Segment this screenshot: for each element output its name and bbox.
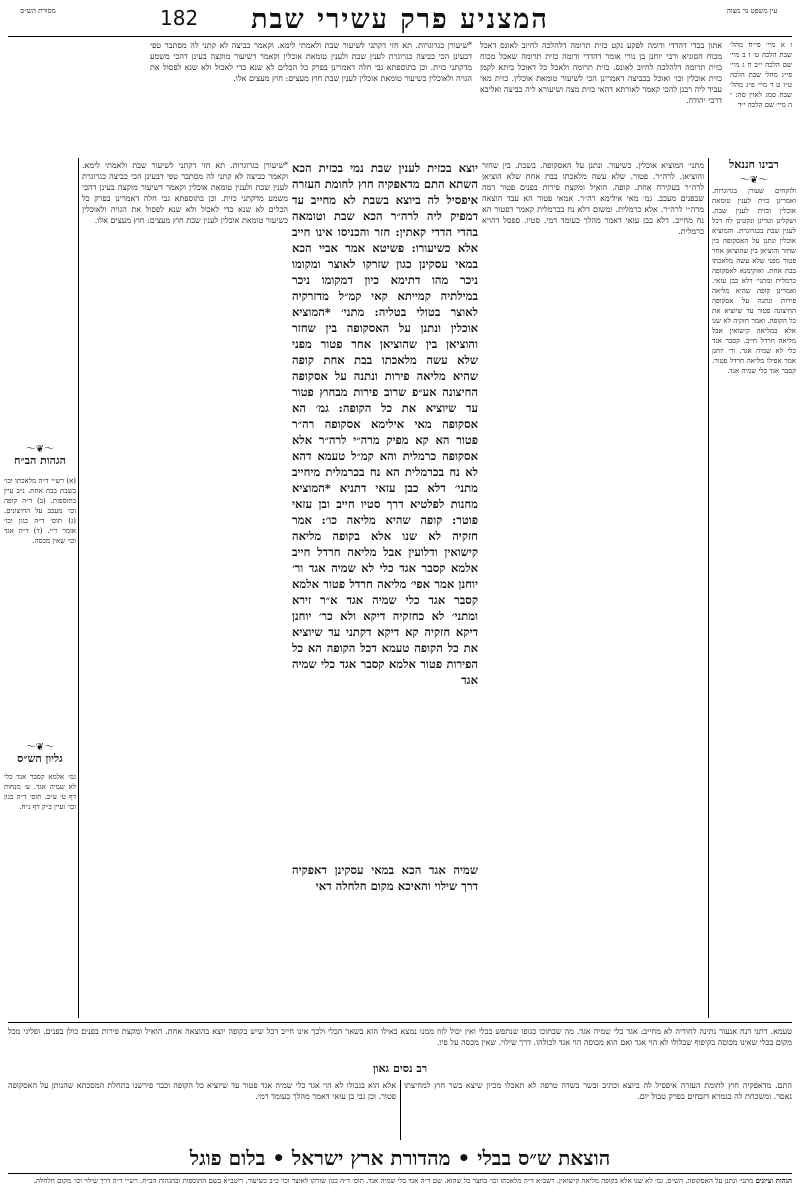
tosafot-commentary: *שיעורן כגרוגרות. תא חזי דקתני לשיעור שבת ולאמתי לימא. וקאמר כביצה לא קתני לה מסתבר טפי דבעינן הכי כביצה כגרוגרת לענין שבת ולענין טומאת אוכלין וקאמר דשיעור מוקצה בעינן דהכי משמע מדקתני כזית. וכן בתוספתא גבי חלה דאמרינן בפרק כל הכלים לא שנא כדי לאכול ולא שנא לפסול את הגויה ולאוכלין כשיעור טומאת אוכלין לענין שבת חוץ מעצים: חוץ מעצים אלו. [82, 161, 288, 225]
rabbeinu-chananel-heading: רבינו חננאל [729, 158, 779, 171]
bottom-commentary: טעמא. דתני דנח אנעור נתינה לחודיה לא מחייב: אגד כלי שמיה אגד. מה שבתוכו כגופו שנתפש בכלי ואין יכול לזוז ממנו נמצא כאילו הוא בשאר הכלי ולכך אינו חייב דכל שיש בקופה יוצא בהוצאה אחת. הואיל ומקצת פירות בפנים כולן בפנים. ופליגי מכל מקום בכלי שאינו מכוסה בקיפוף שבלולו לא הוי אגד ואם הוא מכוסה הוי אגד לכולהו. דרך שילוי. שאין מכסה על פיו. [8, 1027, 792, 1047]
column-divider [708, 158, 709, 1018]
footer-notes [8, 1176, 792, 1202]
publisher-banner: הוצאת ש״ס בבלי • מהדורת ארץ ישראל • בלום פוגל [189, 1146, 611, 1170]
rashi-commentary: מתני׳ המוציא אוכלין. כשיעור. ונתנן על האסקופה. בשבת. בין שחזר והוציאן. לרה״ר. פטור. שלא עשה מלאכתו בבת אחת שלא הוציאן לרה״ר בעקירה אחת. קופה. הואיל ומקצת פירות בפנים פטור דמה שבפנים מעכב. גמ׳ מאי אילימא רה״ר. אמאי פטור הא עבד הוצאה מרה״י לרה״ר. אלא כרמלית. ומשום דלא נח בכרמלית קאמר דפטור הא נח מחייב. דלא כבן עזאי דאמר מהלך כעומד דמי. סטיו. ספסל דהויא כרמלית. [482, 161, 704, 236]
ein-mishpat-notes: ו א מיי׳ פי״ח מהל׳ שבת הלכה ט׳ ז ב מיי׳ שם הלכה י״ב ח ג מיי׳ פי״ג מהל׳ שבת הלכה ט״ו ט ד מיי׳ פ״ג מהל׳ שבת סמג לאוין סה: י ה מיי׳ שם הלכה י״ד [730, 41, 792, 109]
hagahot-habach-heading: הגהות הב״ח [14, 454, 66, 467]
page-title: המצניע פרק עשירי שבת [251, 4, 549, 35]
hagahot-habach-text: (א) רש״י ד״ה מלאכתו וכו׳ בשבת בבת אחת. נ״ב עיין בתוספות. (ב) ד״ה קופה וכו׳ מעכב על החיצונים. (ג) תוס׳ ד״ה כגון וכו׳ אומר ר״י. (ד) ד״ה אגד וכו׳ שאין מכסה. [4, 477, 76, 545]
footer-notes-label: הגהות וציונים [755, 1176, 792, 1185]
rav-nissim-gaon-text-right: התם. מדאפקיה חוץ לחומת העזרה איפסיל לה ביוצא וכתיב ובשר בשדה טרפה לא תאכלו מכיון שיצא בשר חוץ למחיצתו נאסר. ומשכחת לה בגמרא דזבחים בפרק טבול יום. [404, 1081, 792, 1101]
ornament-icon: 〜❦〜 [25, 742, 55, 753]
ornament-icon: 〜❦〜 [25, 444, 55, 455]
column-divider [78, 158, 79, 1018]
tosafot-top-right: אתון בכדי דהדדי ודומה לפקע נקט כזית תרומה דלהלכה לחיוב לאונס דאכל מכוח הסוגיא ורבי יוחנן בן נורי אומר דהדדי ודומה כזית תרומה שאכל מכוח כזית תרומה דלהלכה לחיוב לאונס. כזית תרומה ולאכל כל דאוכל ביתא לקמן כזית אוכלין וכו׳ ואוכל בכביצה דאמרינן הכי לשיעור טומאת אוכלין. כזית מאי עביד ליה רבנן להכי קאמר לאורתא דהאי כזית מצה ושיעורא ליה כביצה ואליבא דרבי יהודה. [480, 41, 722, 105]
ein-mishpat-label: עין משפט נר מצוה [726, 7, 778, 15]
ornament-icon: 〜❦〜 [739, 175, 769, 186]
gemara-main-text: יוצא בכזית לענין שבת נמי בכזית הכא השתא התם מדאפקיה חוץ לחומת העזרה איפסיל לה ביוצא בשבת לא מחייב עד דמפיק ליה לרה״ר הכא שבת וטומאה בהדי הדדי קאתין: חזר והכניסו אינו חייב אלא כשיעורו: פשיטא אמר אביי הכא במאי עסקינן כגון שזרקו לאוצר ומקומו ניכר מהו דתימא כיון דמקומו ניכר במילתיה קמייתא קאי קמ״ל מדזרקיה לאוצר בטולי בטליה: מתני׳ *המוציא אוכלין ונתנן על האסקופה בין שחזר והוציאן בין שהוציאן אחר פטור מפני שלא עשה מלאכתו בבת אחת קופה שהיא מליאה פירות ונתנה על אסקופה החיצונה אע״פ שרוב פירות מבחוץ פטור עד שיוציא את כל הקופה: גמ׳ הא אסקופה מאי אילימא אסקופה רה״ר פטור הא קא מפיק מרה״י לרה״ר אלא אסקופה כרמלית והא קמ״ל טעמא דהא לא נח בכרמלית הא נח בכרמלית מיחייב מתני׳ דלא כבן עזאי דתניא *המוציא מחנות לפלטיא דרך סטיו חייב ובן עזאי פוטר: קופה שהיא מליאה כו׳: אמר חזקיה לא שנו אלא בקופה מליאה קישואין ודלועין אבל מליאה חרדל חייב אלמא קסבר אגד כלי לא שמיה אגד ור׳ יוחנן אמר אפי׳ מליאה חרדל פטור אלמא קסבר אגד כלי שמיה אגד א״ר זירא ומתני׳ לא כחזקיה דיקא ולא כר׳ יוחנן דיקא חזקיה קא דיקא דקתני עד שיוציא את כל הקופה טעמא דכל הקופה הא כל הפירות פטור אלמא קסבר אגד כלי שמיה אגד [292, 161, 478, 687]
footer-notes-text: מתני׳ ונתנן על האסקופה. הש״ס. גמ׳ לא שנו אלא בקופה מליאה קישואין. רשב״א ד״ה מלאכתו וכו׳ בחצר כל שהוא. שם ד״ה אגד כלי שמיה אגד. תוס׳ ד״ה כגון שזרקו לאוצר וכו׳ כ״ב כשיעור. ריטב״א בשם התוספות ובהגהות הב״ח. רש״י ד״ה דרך שילוי וכו׳ מקום חלחלה. [33, 1177, 754, 1185]
header-rule [8, 36, 792, 37]
page-number: 182 [160, 6, 199, 30]
column-divider [400, 1080, 401, 1140]
rav-nissim-gaon-text-left: אלא הוא בגבולו לא הוי אגד כלי שמיה אגד פטור עד שיוציא כל הקופה וכבר פירשנו בתחלת המסכתא שהנותן על האסקופה פטור. וכן גבי בן עזאי דאמר מהלך כעומד דמי. [8, 1081, 396, 1101]
section-rule [8, 1022, 792, 1023]
section-rule [8, 1173, 792, 1174]
masoret-hashas-label: מסורת הש״ס [20, 7, 56, 15]
tosafot-top-left: *שיעורן כגרוגרות. תא חזי דקתני לשיעור שבת ולאמתי לימא. וקאמר כביצה לא קתני לה מסתבר טפי דבעינן הכי כביצה כגרוגרת לענין שבת ולענין טומאת אוכלין וקאמר דשיעור מוקצה בעינן דהכי משמע מדקתני כזית. וכן בתוספתא גבי חלה דאמרינן בפרק כל הכלים לא שנא כדי לאכול ולא שנא לפסול את הגויה ולאוכלין כשיעור טומאת אוכלין לענין שבת חוץ מעצים: חוץ מעצים אלו. [150, 41, 472, 83]
rav-nissim-gaon-heading: רב נסים גאון [372, 1062, 428, 1075]
gilyon-hashas-text: גמ׳ אלמא קסבר אגד כלי לא שמיה אגד. ע׳ מנחות דף ט׳ ע״ב. תוס׳ ד״ה כגון וכו׳ ועיין ב״ק דף נ״ח. [4, 773, 76, 811]
gilyon-hashas-heading: גליון הש״ס [17, 752, 63, 765]
gemara-main-text-end: שמיה אגד הכא במאי עסקינן דאפקיה דרך שילוי והאיכא מקום חלחלה דאי [292, 863, 478, 893]
rabbeinu-chananel-text: ולוקחים שעורן בגרוגרות. ואמרינן כזית לענין טומאת אוכלין וכזית לענין שבת. ושקלינן וטרינן ונקטינן לה דכל לענין שבת בכגרוגרת. והמוציא אוכלין ונתנן על האסקופה בין שחזר והוציאן בין שהוציאן אחר פטור מפני שלא עשה מלאכתו בבת אחת. ואוקימנא לאסקופה כרמלית ומתני׳ דלא כבן עזאי. ואמרינן קופה שהיא מליאה פירות ונתנה על אסקופה החיצונה פטור עד שיוציא את כל הקופה. ואמר חזקיה לא שנו אלא במליאה קישואין אבל מליאה חרדל חייב. קסבר אגד כלי לא שמיה אגד. ור׳ יוחנן אמר אפילו מליאה חרדל פטור. קסבר אגד כלי שמיה אגד. [712, 187, 796, 375]
